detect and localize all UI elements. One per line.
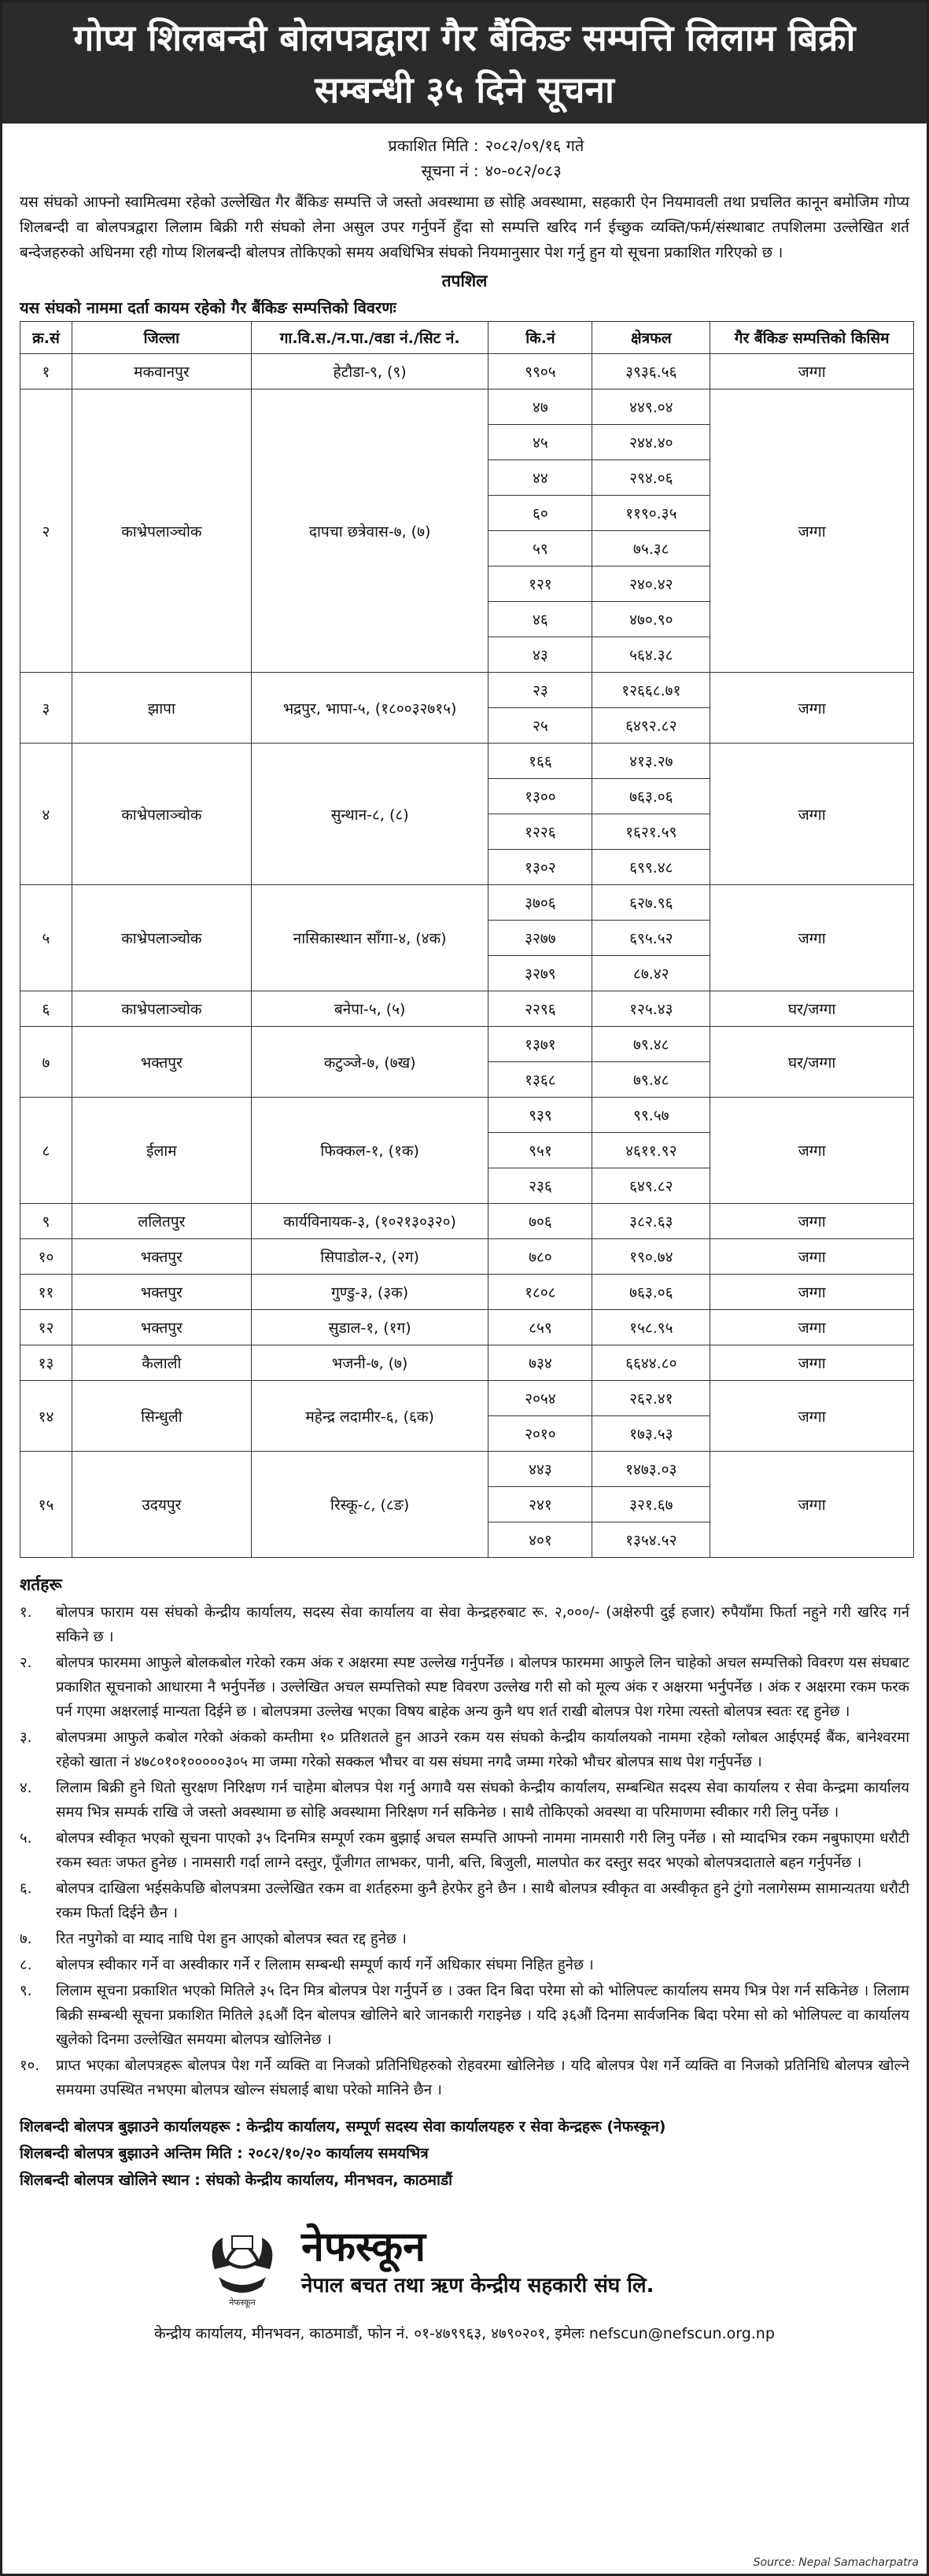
cell-location: हेटौडा-९, (९) (251, 354, 488, 389)
cell-district: ईलाम (72, 1098, 251, 1204)
cell-area: १४७३.०३ (592, 1452, 710, 1487)
term-text: प्राप्त भएका बोलपत्रहरू बोलपत्र पेश गर्ने व्यक्ति वा निजको प्रतिनिधिहरुको रोहवरमा खोलिनेछ । यदि बोलपत्र पेश गर्ने व्यक्ति वा निजको प्रतिनिधि बोलपत्र खोल्ने समयमा उपस्थित नभएमा बोलपत्र खोल्न संघलाई बाधा परेको मानिने छैन । (56, 2057, 909, 2098)
cell-plot-no: २०५४ (488, 1381, 592, 1416)
cell-plot-no: ४५ (488, 425, 592, 460)
term-number: ३. (20, 1729, 32, 1746)
cell-location: सिपाडोल-२, (२ग) (251, 1239, 488, 1275)
cell-area: ११९०.३५ (592, 496, 710, 531)
cell-sn: २ (20, 389, 72, 673)
table-row (20, 1310, 914, 1345)
cell-district: भक्तपुर (72, 1310, 251, 1345)
cell-area: २६२.४१ (592, 1381, 710, 1416)
cell-plot-no: ४६ (488, 602, 592, 637)
cell-area: ६४९.८२ (592, 1168, 710, 1204)
cell-sn: ८ (20, 1098, 72, 1204)
cell-district: भक्तपुर (72, 1239, 251, 1275)
cell-asset-type: जग्गा (710, 1452, 914, 1558)
cell-plot-no: १३७१ (488, 1027, 592, 1062)
cell-plot-no: ९३९ (488, 1098, 592, 1133)
term-number: ८. (20, 1957, 32, 1973)
title-line-1: गोप्य शिलबन्दी बोलपत्रद्वारा गैर बैंकिङ सम्पत्ति लिलाम बिक्री (73, 17, 856, 59)
cell-plot-no: १३०० (488, 779, 592, 814)
cell-plot-no: २३६ (488, 1168, 592, 1204)
term-number: ९. (20, 1983, 32, 1999)
term-text: लिलाम बिक्री हुने धितो सुरक्षण निरिक्षण गर्न चाहेमा बोलपत्र पेश गर्नु अगावै यस संघको केन्द्रीय कार्यालय, सम्बन्धित सदस्य सेवा कार्यालय र सेवा केन्द्रमा कार्यालय समय भित्र सम्पर्क राखि जे जस्तो अवस्थामा छ सोहि अवस्थामा निरिक्षण गर्न सकिनेछ । साथै तोकिएको अवस्था वा परिमाणमा स्वीकार गरी लिनु पर्नेछ । (56, 1780, 909, 1821)
intro-paragraph: यस संघको आफ्नो स्वामित्वमा रहेको उल्लेखित गैर बैंकिङ सम्पत्ति जे जस्तो अवस्थामा छ सोहि अवस्थामा, सहकारी ऐन नियमावली तथा प्रचलित कानून बमोजिम गोप्य शिलबन्दी वा बोलपत्रद्वारा लिलाम बिक्री गरी संघको लेना असुल उपर गर्नुपर्ने हुँदा सो सम्पत्ति खरिद गर्न ईच्छुक व्यक्ति/फर्म/संस्थाबाट तपशिलमा उल्लेखित शर्त बन्देजहरुको अधिनमा रही गोप्य शिलबन्दी बोलपत्र तोकिएको समय अवधिभित्र संघको नियमानुसार पेश गर्नु हुन यो सूचना प्रकाशित गरिएको छ । (20, 194, 909, 261)
cell-district: ललितपुर (72, 1204, 251, 1239)
term-number: ४. (20, 1780, 32, 1796)
cell-area: ६४९२.८२ (592, 708, 710, 744)
cell-district: भक्तपुर (72, 1027, 251, 1098)
cell-plot-no: ४४ (488, 460, 592, 496)
cell-asset-type: जग्गा (710, 1098, 914, 1204)
cell-area: १७३.५३ (592, 1416, 710, 1452)
published-date-value: २०८२/०९/१६ गते (485, 136, 584, 155)
cell-location: महेन्द्र लदामीर-६, (६क) (251, 1381, 488, 1452)
cell-area: ९९.५७ (592, 1098, 710, 1133)
cell-plot-no: २५ (488, 708, 592, 744)
cell-plot-no: ८५९ (488, 1310, 592, 1345)
cell-area: २४०.४२ (592, 566, 710, 602)
cell-district: मकवानपुर (72, 354, 251, 389)
table-row (20, 1239, 914, 1275)
cell-plot-no: ७०६ (488, 1204, 592, 1239)
cell-area: २९४.०६ (592, 460, 710, 496)
cell-location: सुडाल-१, (१ग) (251, 1310, 488, 1345)
term-text: बोलपत्र फाराम यस संघको केन्द्रीय कार्यालय, सदस्य सेवा कार्यालय वा सेवा केन्द्रहरुबाट रू. २,०००/- (अक्षेरुपी दुई हजार) रुपैयाँमा फिर्ता नहुने गरी खरिद गर्न सकिने छ । (56, 1604, 909, 1645)
cell-location: भजनी-७, (७) (251, 1345, 488, 1381)
cell-area: ८७.४२ (592, 956, 710, 991)
col-header-location: गा.वि.स./न.पा./वडा नं./सिट नं. (251, 322, 488, 354)
cell-area: ७५.३८ (592, 531, 710, 566)
cell-location: कटुञ्जे-७, (७ख) (251, 1027, 488, 1098)
term-text: बोलपत्र फारममा आफुले बोलकबोल गरेको रकम अंक र अक्षरमा स्पष्ट उल्लेख गर्नुपर्नेछ । बोलपत्र फारममा आफुले लिन चाहेको अचल सम्पत्तिको विवरण यस संघबाट प्रकाशित सूचनाको आधारमा नै भर्नुपर्नेछ । उल्लेखित अचल सम्पत्तिको स्पष्ट विवरण उल्लेख गरी सो को मूल्य अंक र अक्षरमा भर्नुपर्नेछ । अंक र अक्षरमा रकम फरक पर्न गएमा अक्षरलाई मान्यता दिईने छ । बोलपत्रमा उल्लेख भएका विषय बाहेक अन्य कुनै थप शर्त राखी बोलपत्र पेश गरेमा त्यस्तो बोलपत्र स्वतः रद्द हुनेछ । (56, 1655, 909, 1720)
cell-plot-no: ४०१ (488, 1522, 592, 1558)
col-header-asset-type: गैर बैंकिङ सम्पत्तिको किसिम (710, 322, 914, 354)
cell-asset-type: जग्गा (710, 354, 914, 389)
cell-district: सिन्धुली (72, 1381, 251, 1452)
cell-location: दापचा छत्रेवास-७, (७) (251, 389, 488, 673)
cell-asset-type: जग्गा (710, 1275, 914, 1310)
cell-area: ५६४.३८ (592, 637, 710, 673)
cell-plot-no: १३०२ (488, 850, 592, 885)
cell-area: ७९.४८ (592, 1062, 710, 1098)
cell-plot-no: १८०८ (488, 1275, 592, 1310)
cell-plot-no: ३७०६ (488, 885, 592, 921)
cell-sn: १० (20, 1239, 72, 1275)
cell-plot-no: ३२७९ (488, 956, 592, 991)
cell-asset-type: जग्गा (710, 673, 914, 744)
cell-district: उदयपुर (72, 1452, 251, 1558)
cell-location: रिस्कू-८, (८ङ) (251, 1452, 488, 1558)
cell-area: ४१३.२७ (592, 744, 710, 779)
cell-sn: ११ (20, 1275, 72, 1310)
term-item (20, 1651, 909, 1724)
cell-plot-no: २०१० (488, 1416, 592, 1452)
cell-sn: १२ (20, 1310, 72, 1345)
source-credit: Source: Nepal Samacharpatra (753, 2556, 919, 2569)
submission-details (2, 2104, 927, 2194)
cell-area: ६९९.४८ (592, 850, 710, 885)
term-number: २. (20, 1655, 32, 1671)
term-item (20, 1776, 909, 1825)
cell-plot-no: १२२६ (488, 814, 592, 850)
cell-asset-type: जग्गा (710, 1381, 914, 1452)
cell-location: कार्यविनायक-३, (१०२१३०३२०) (251, 1204, 488, 1239)
term-text: रित नपुगेको वा म्याद नाधि पेश हुन आएको बोलपत्र स्वत रद्द हुनेछ । (56, 1931, 407, 1947)
term-item (20, 1725, 909, 1774)
terms-list (20, 1600, 909, 2102)
cell-district: भक्तपुर (72, 1275, 251, 1310)
cell-area: ४४९.०४ (592, 389, 710, 425)
cell-area: ४७०.९० (592, 602, 710, 637)
cell-sn: १३ (20, 1345, 72, 1381)
table-row (20, 389, 914, 425)
cell-plot-no: ३२७७ (488, 921, 592, 956)
assets-table (20, 321, 914, 1558)
org-branding (199, 2214, 927, 2308)
table-row (20, 1381, 914, 1416)
cell-plot-no: २४१ (488, 1487, 592, 1522)
term-text: बोलपत्र स्वीकार गर्ने वा अस्वीकार गर्ने र लिलाम सम्बन्धी सम्पूर्ण कार्य गर्ने अधिकार संघमा निहित हुनेछ । (56, 1957, 594, 1973)
cell-asset-type: जग्गा (710, 1310, 914, 1345)
cell-sn: ७ (20, 1027, 72, 1098)
cell-plot-no: ७८० (488, 1239, 592, 1275)
term-item (20, 1877, 909, 1925)
term-text: लिलाम सूचना प्रकाशित भएको मितिले ३५ दिन मित्र बोलपत्र पेश गर्नुपर्ने छ । उक्त दिन बिदा परेमा सो को भोलिपल्ट कार्यालय समय भित्र पेश गर्न सकिनेछ । लिलाम बिक्री सम्बन्धी सूचना प्रकाशित मितिले ३६औं दिन बोलपत्र खोलिने बारे जानकारी गराइनेछ । यदि ३६औं दिनमा सार्वजनिक बिदा परेमा सो को भोलिपल्ट वा कार्यालय खुलेको दिनमा उल्लेखित समयमा बोलपत्र खोलिनेछ । (56, 1983, 909, 2048)
cell-area: ३९३६.५६ (592, 354, 710, 389)
cell-location: सुन्थान-८, (८) (251, 744, 488, 885)
term-item (20, 1927, 909, 1951)
contact-line: केन्द्रीय कार्यालय, मीनभवन, काठमाडौं, फोन नं. ०१-४७९९६३, ४७९०२०१, इमेलः nefscun@nefscun.org.np (154, 2325, 775, 2342)
table-row (20, 1204, 914, 1239)
col-header-sn: क्र.सं (20, 322, 72, 354)
terms-title: शर्तहरू (20, 1575, 62, 1594)
cell-plot-no: ६० (488, 496, 592, 531)
cell-sn: १५ (20, 1452, 72, 1558)
cell-area: १९०.७४ (592, 1239, 710, 1275)
submission-offices: शिलबन्दी बोलपत्र बुझाउने कार्यालयहरू : केन्द्रीय कार्यालय, सम्पूर्ण सदस्य सेवा कार्यालयहरु र सेवा केन्द्रहरू (नेफस्कून) (20, 2118, 666, 2135)
cell-district: कैलाली (72, 1345, 251, 1381)
term-item (20, 1826, 909, 1875)
cell-plot-no: ५९ (488, 531, 592, 566)
cell-area: १६२१.५९ (592, 814, 710, 850)
logo-caption: नेफस्कून (229, 2297, 256, 2308)
table-row (20, 1098, 914, 1133)
col-header-district: जिल्ला (72, 322, 251, 354)
cell-sn: ३ (20, 673, 72, 744)
title-line-2: सम्बन्धी ३५ दिने सूचना (315, 68, 614, 111)
org-full-name: नेपाल बचत तथा ऋण केन्द्रीय सहकारी संघ लि. (301, 2274, 654, 2297)
table-row (20, 673, 914, 708)
cell-asset-type: घर/जग्गा (710, 991, 914, 1027)
cell-plot-no: ९९०५ (488, 354, 592, 389)
schedule-heading: तपशिल (441, 271, 488, 290)
notice-number-value: ४०-०८२/०८३ (485, 161, 562, 180)
term-number: ६. (20, 1880, 32, 1897)
cell-district: काभ्रेपलाञ्चोक (72, 744, 251, 885)
cell-plot-no: १२१ (488, 566, 592, 602)
term-text: बोलपत्र स्वीकृत भएको सूचना पाएको ३५ दिनमित्र सम्पूर्ण रकम बुझाई अचल सम्पत्ति आफ्नो नाममा नामसारी गरी लिनु पर्नेछ । सो म्यादभित्र रकम नबुफाएमा धरौटी रकम स्वतः जफत हुनेछ । नामसारी गर्दा लाग्ने दस्तुर, पूँजीगत लाभकर, पानी, बत्ति, बिजुली, मालपोत कर दस्तुर सदर भएको बोलपत्रदाताले बहन गर्नुपर्नेछ । (56, 1830, 909, 1871)
cell-area: २४४.४० (592, 425, 710, 460)
cell-asset-type: जग्गा (710, 1239, 914, 1275)
cell-district: काभ्रेपलाञ्चोक (72, 885, 251, 991)
cell-district: झापा (72, 673, 251, 744)
cell-plot-no: ९५१ (488, 1133, 592, 1168)
term-number: १०. (20, 2057, 40, 2074)
table-row (20, 354, 914, 389)
cell-area: १२६६८.७१ (592, 673, 710, 708)
cell-plot-no: ४३ (488, 637, 592, 673)
cell-plot-no: ४४३ (488, 1452, 592, 1487)
title-banner (2, 2, 927, 124)
cell-area: ७९.४८ (592, 1027, 710, 1062)
cell-asset-type: घर/जग्गा (710, 1027, 914, 1098)
col-header-plot-no: कि.नं (488, 322, 592, 354)
nefscun-logo (199, 2214, 286, 2308)
table-row (20, 1345, 914, 1381)
table-heading: यस संघको नाममा दर्ता कायम रहेको गैर बैंकिङ सम्पत्तिको विवरणः (20, 298, 396, 317)
table-row (20, 1452, 914, 1487)
term-item (20, 1953, 909, 1977)
cell-asset-type: जग्गा (710, 1345, 914, 1381)
cell-location: भद्रपुर, भापा-५, (१८००३२७१५) (251, 673, 488, 744)
cell-area: १३५४.५२ (592, 1522, 710, 1558)
cell-area: १२५.४३ (592, 991, 710, 1027)
notice-number-label: सूचना नं : (421, 161, 479, 180)
assets-table-body (20, 354, 914, 1558)
term-number: १. (20, 1604, 32, 1621)
cell-location: बनेपा-५, (५) (251, 991, 488, 1027)
cell-sn: १ (20, 354, 72, 389)
cell-district: काभ्रेपलाञ्चोक (72, 389, 251, 673)
term-text: बोलपत्रमा आफुले कबोल गरेको अंकको कम्तीमा १० प्रतिशतले हुन आउने रकम यस संघको केन्द्रीय कार्यालयको नाममा रहेको ग्लोबल आईएमई बैंक, बानेश्वरमा रहेको खाता नं ४७८०१०१०००००३०५ मा जम्मा गरेको सक्कल भौचर वा यस संघमा नगदै जम्मा गरेको भौचर बोलपत्र साथ पेश गर्नुपर्नेछ । (56, 1729, 909, 1770)
cell-area: ६९५.५२ (592, 921, 710, 956)
submission-deadline: शिलबन्दी बोलपत्र बुझाउने अन्तिम मिति : २०८२/१०/२० कार्यालय समयभित्र (20, 2145, 429, 2162)
table-row (20, 744, 914, 779)
cell-sn: ५ (20, 885, 72, 991)
cell-area: ३८२.६३ (592, 1204, 710, 1239)
term-item (20, 1979, 909, 2052)
cell-plot-no: १३६८ (488, 1062, 592, 1098)
cell-asset-type: जग्गा (710, 1204, 914, 1239)
published-date-label: प्रकाशित मिति : (388, 136, 479, 155)
org-short-name: नेफस्कून (301, 2224, 426, 2271)
cell-plot-no: १६६ (488, 744, 592, 779)
cell-plot-no: २३ (488, 673, 592, 708)
cell-district: काभ्रेपलाञ्चोक (72, 991, 251, 1027)
cell-asset-type: जग्गा (710, 885, 914, 991)
cell-plot-no: २२९६ (488, 991, 592, 1027)
term-item (20, 2054, 909, 2102)
cell-area: ७६३.०६ (592, 1275, 710, 1310)
publication-info (2, 133, 927, 183)
table-row (20, 1027, 914, 1062)
col-header-area: क्षेत्रफल (592, 322, 710, 354)
cell-area: १५८.९५ (592, 1310, 710, 1345)
cell-area: ६६४४.८० (592, 1345, 710, 1381)
cell-area: ७६३.०६ (592, 779, 710, 814)
term-number: ५. (20, 1830, 32, 1847)
cell-sn: ६ (20, 991, 72, 1027)
table-row (20, 991, 914, 1027)
cell-location: फिक्कल-१, (१क) (251, 1098, 488, 1204)
cell-sn: १४ (20, 1381, 72, 1452)
cell-plot-no: ७३४ (488, 1345, 592, 1381)
term-item (20, 1600, 909, 1649)
cell-area: ६२७.९६ (592, 885, 710, 921)
assets-table-header (20, 322, 914, 354)
table-row (20, 1275, 914, 1310)
cell-location: गुण्डु-३, (३क) (251, 1275, 488, 1310)
term-text: बोलपत्र दाखिला भईसकेपछि बोलपत्रमा उल्लेखित रकम वा शर्तहरुमा कुनै हेरफेर हुने छैन । साथै बोलपत्र स्वीकृत वा अस्वीकृत हुने टुंगो नलागेसम्म सामान्यतया धरौटी रकम फिर्ता दिईने छैन । (56, 1880, 909, 1921)
cell-plot-no: ४७ (488, 389, 592, 425)
cell-location: नासिकास्थान साँगा-४, (४क) (251, 885, 488, 991)
opening-venue: शिलबन्दी बोलपत्र खोलिने स्थान : संघको केन्द्रीय कार्यालय, मीनभवन, काठमाडौं (20, 2172, 453, 2189)
cell-area: ३२१.६७ (592, 1487, 710, 1522)
cell-sn: ९ (20, 1204, 72, 1239)
cell-area: ४६११.९२ (592, 1133, 710, 1168)
term-number: ७. (20, 1931, 32, 1947)
table-row (20, 885, 914, 921)
cell-asset-type: जग्गा (710, 744, 914, 885)
cell-sn: ४ (20, 744, 72, 885)
cell-asset-type: जग्गा (710, 389, 914, 673)
